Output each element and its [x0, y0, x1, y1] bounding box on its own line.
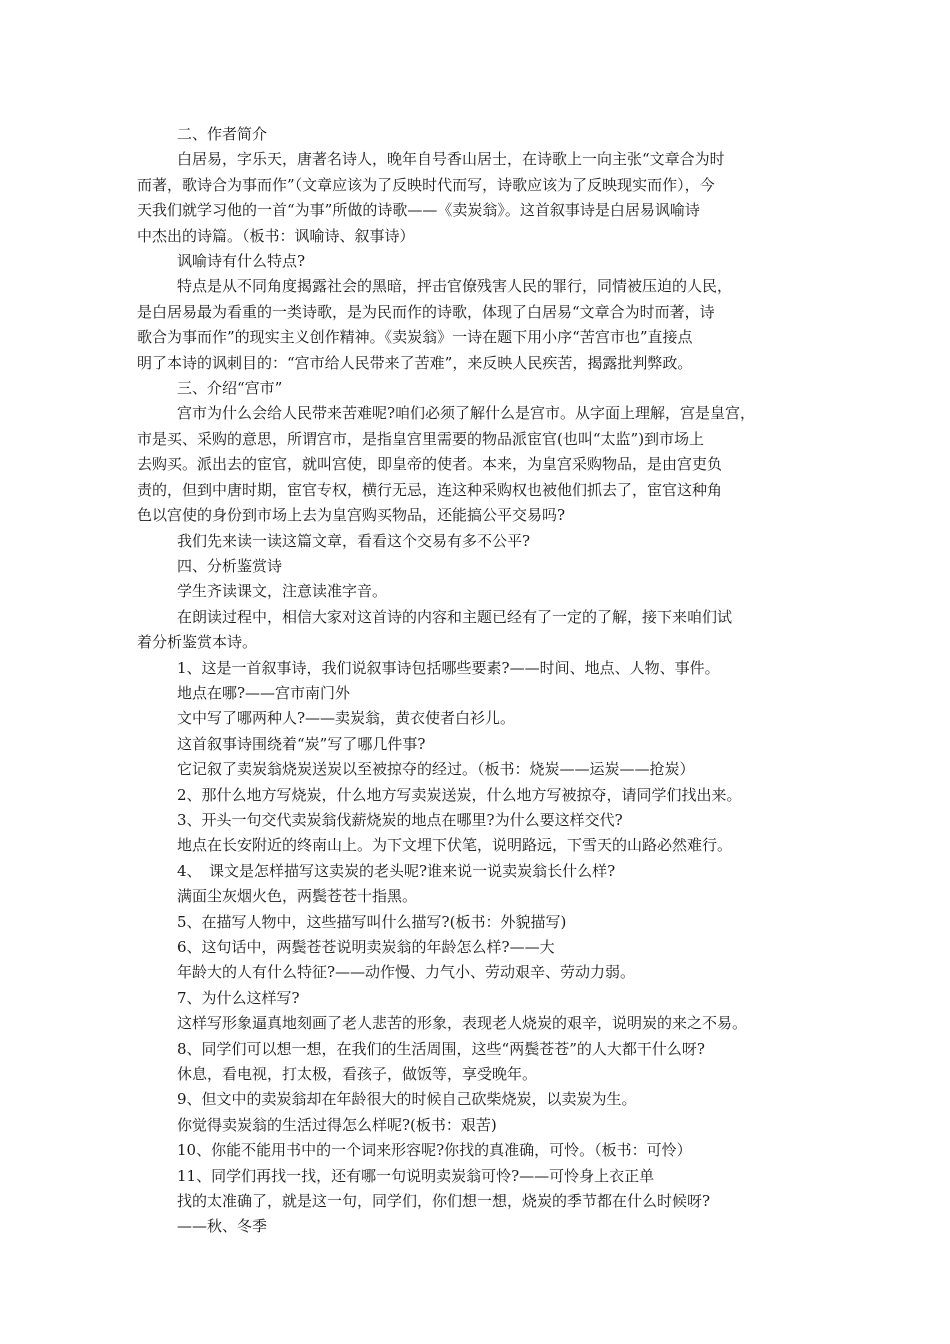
- text-line: 11、同学们再找一找，还有哪一句说明卖炭翁可怜?——可怜身上衣正单: [177, 1166, 655, 1185]
- text-line: 责的，但到中唐时期，宦官专权，横行无忌，连这种采购权也被他们抓去了，宦官这种角: [137, 480, 723, 499]
- text-line: 找的太准确了，就是这一句，同学们，你们想一想，烧炭的季节都在什么时候呀?: [177, 1192, 711, 1211]
- text-line: 文中写了哪两种人?——卖炭翁，黄衣使者白衫儿。: [177, 709, 516, 728]
- text-line: 满面尘灰烟火色，两鬓苍苍十指黑。: [177, 887, 418, 906]
- text-line: 三、介绍“宫市”: [177, 379, 283, 398]
- text-line: 明了本诗的讽刺目的：“宫市给人民带来了苦难”，来反映人民疾苦，揭露批判弊政。: [137, 353, 693, 372]
- text-line: 宫市为什么会给人民带来苦难呢?咱们必须了解什么是宫市。从字面上理解，宫是皇宫，: [177, 404, 756, 423]
- text-line: 这首叙事诗围绕着“炭”写了哪几件事?: [177, 734, 426, 753]
- text-line: 讽喻诗有什么特点?: [177, 252, 306, 271]
- text-line: 9、但文中的卖炭翁却在年龄很大的时候自己砍柴烧炭，以卖炭为生。: [177, 1090, 637, 1109]
- text-line: 2、那什么地方写烧炭，什么地方写卖炭送炭，什么地方写被掠夺，请同学们找出来。: [177, 785, 742, 804]
- text-line: 白居易，字乐天，唐著名诗人，晚年自号香山居士，在诗歌上一向主张“文章合为时: [177, 150, 725, 169]
- text-line: 市是买、采购的意思，所谓宫市，是指皇宫里需要的物品派宦官(也叫“太监”)到市场上: [137, 429, 705, 448]
- text-line: 地点在哪?——宫市南门外: [177, 683, 351, 702]
- text-line: 休息，看电视，打太极，看孩子，做饭等，享受晚年。: [177, 1065, 538, 1084]
- text-line: 年龄大的人有什么特征?——动作慢、力气小、劳动艰辛、劳动力弱。: [177, 963, 636, 982]
- text-line: 我们先来读一读这篇文章，看看这个交易有多不公平?: [177, 531, 531, 550]
- text-line: 你觉得卖炭翁的生活过得怎么样呢?(板书：艰苦): [177, 1115, 497, 1134]
- document-body: [137, 122, 817, 1240]
- text-line: 去购买。派出去的宦官，就叫宫使，即皇帝的使者。本来，为皇宫采购物品，是由宫吏负: [137, 455, 723, 474]
- text-line: 6、这句话中，两鬓苍苍说明卖炭翁的年龄怎么样?——大: [177, 938, 555, 956]
- text-line: ——秋、冬季: [177, 1217, 268, 1236]
- text-line: 天我们就学习他的一首“为事”所做的诗歌——《卖炭翁》。这首叙事诗是白居易讽喻诗: [137, 201, 700, 220]
- text-line: 特点是从不同角度揭露社会的黑暗，抨击官僚残害人民的罪行，同情被压迫的人民，: [177, 277, 733, 296]
- text-line: 而著，歌诗合为事而作”（文章应该为了反映时代而写，诗歌应该为了反映现实而作），今: [137, 175, 715, 194]
- text-line: 它记叙了卖炭翁烧炭送炭以至被掠夺的经过。（板书：烧炭——运炭——抢炭）: [177, 760, 695, 779]
- text-line: 着分析鉴赏本诗。: [137, 633, 258, 652]
- text-line: 学生齐读课文，注意读准字音。: [177, 582, 388, 601]
- text-line: 歌合为事而作”的现实主义创作精神。《卖炭翁》一诗在题下用小序“苦宫市也”直接点: [137, 328, 693, 347]
- text-line: 色以宫使的身份到市场上去为皇宫购买物品，还能搞公平交易吗?: [137, 506, 566, 525]
- text-line: 地点在长安附近的终南山上。为下文埋下伏笔，说明路远，下雪天的山路必然难行。: [177, 836, 733, 855]
- text-line: 3、开头一句交代卖炭翁伐薪烧炭的地点在哪里?为什么要这样交代?: [177, 810, 623, 829]
- text-line: 1、这是一首叙事诗，我们说叙事诗包括哪些要素?——时间、地点、人物、事件。: [177, 658, 720, 677]
- text-line: 8、同学们可以想一想，在我们的生活周围，这些“两鬓苍苍”的人大都干什么呀?: [177, 1039, 705, 1058]
- text-line: 10、你能不能用书中的一个词来形容呢?你找的真准确，可怜。（板书：可怜）: [177, 1141, 692, 1160]
- text-line: 四、分析鉴赏诗: [177, 556, 283, 575]
- text-line: 这样写形象逼真地刻画了老人悲苦的形象，表现老人烧炭的艰辛，说明炭的来之不易。: [177, 1014, 748, 1033]
- text-line: 4、 课文是怎样描写这卖炭的老头呢?谁来说一说卖炭翁长什么样?: [177, 861, 616, 880]
- text-line: 7、为什么这样写?: [177, 988, 300, 1007]
- text-line: 是白居易最为看重的一类诗歌，是为民而作的诗歌，体现了白居易“文章合为时而著，诗: [137, 302, 715, 321]
- text-line: 在朗读过程中，相信大家对这首诗的内容和主题已经有了一定的了解，接下来咱们试: [177, 607, 733, 626]
- text-line: 中杰出的诗篇。（板书：讽喻诗、叙事诗）: [137, 226, 415, 245]
- text-line: 5、在描写人物中，这些描写叫什么描写?(板书：外貌描写): [177, 912, 567, 931]
- text-line: 二、作者简介: [177, 125, 268, 143]
